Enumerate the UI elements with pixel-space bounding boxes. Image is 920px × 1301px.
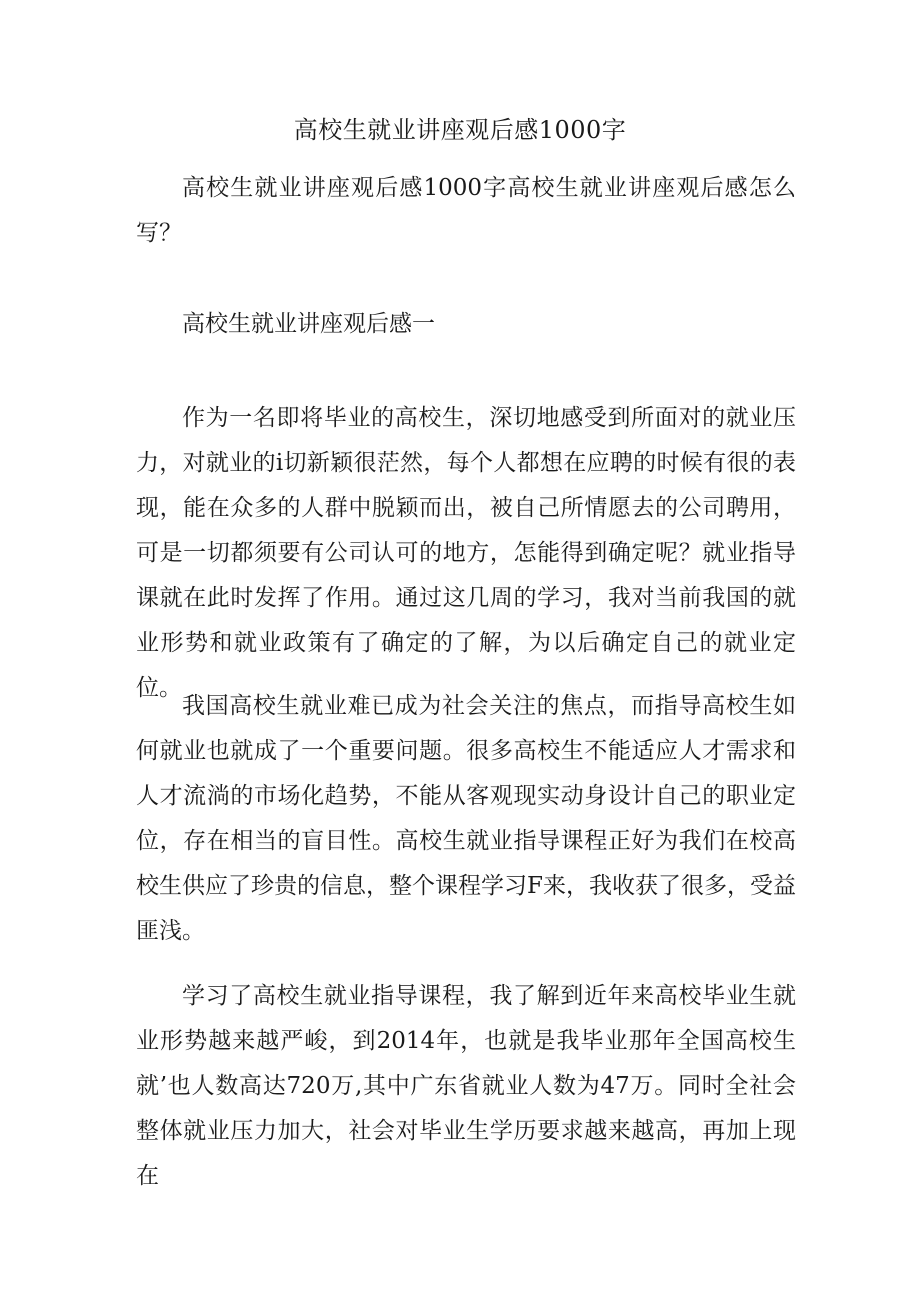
- body-paragraph-2: 我国高校生就业难已成为社会关注的焦点，而指导高校生如何就业也就成了一个重要问题。很多高校生不能适应人才需求和人才流淌的市场化趋势，不能从客观现实动身设计自己的职业定位，存在相当的盲目性。高校生就业指导课程正好为我们在校高校生供应了珍贵的信息，整个课程学习F来，我收获了很多，受益匪浅。: [136, 693, 796, 944]
- document-title: 高校生就业讲座观后感1000字: [293, 116, 627, 144]
- body-paragraph-3: 学习了高校生就业指导课程，我了解到近年来高校毕业生就业形势越来越严峻，到2014年，也就是我毕业那年全国高校生就’也人数高达720万,其中广东省就业人数为47万。同时全社会整体就业压力加大，社会对毕业生学历要求越来越高，再加上现在: [136, 983, 796, 1189]
- section-heading: 高校生就业讲座观后感一: [182, 311, 435, 337]
- body-paragraph-1: 作为一名即将毕业的高校生，深切地感受到所面对的就业压力，对就业的i切新颖很茫然，每个人都想在应聘的时候有很的表现，能在众多的人群中脱颖而出，被自己所情愿去的公司聘用，可是一切都须要有公司认可的地方，怎能得到确定呢？就业指导课就在此时发挥了作用。通过这几周的学习，我对当前我国的就业形势和就业政策有了确定的了解，为以后确定自己的就业定位。: [136, 405, 796, 701]
- intro-paragraph: 高校生就业讲座观后感1000字高校生就业讲座观后感怎么写？: [136, 175, 796, 246]
